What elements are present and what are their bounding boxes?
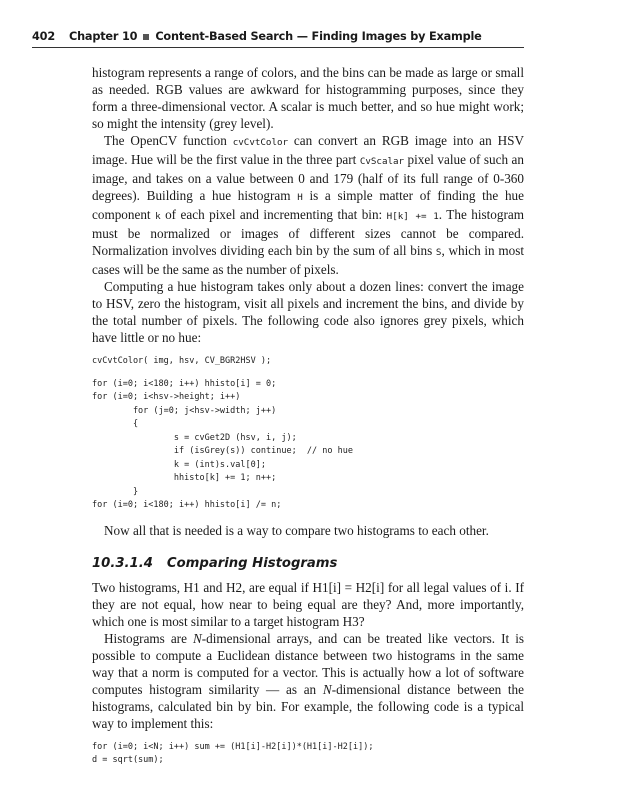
text: . The histogram must be normalized or images of different sizes cannot be compared. Normalization involves dividing each bin by the sum of all bins (92, 207, 524, 258)
italic-n: N (192, 630, 202, 646)
inline-code-increment: H[k] += 1 (386, 211, 439, 222)
paragraph-5: Two histograms, H1 and H2, are equal if H1[i] = H2[i] for all legal values of i. If they are not equal, how near to being equal are they? And, more importantly, which one is most similar to a target histogram H3? (92, 579, 524, 629)
inline-code-s: S (435, 247, 442, 258)
header-separator (143, 34, 149, 40)
paragraph-2 (92, 132, 524, 278)
text: Histograms are (104, 630, 193, 646)
text: , which in most cases will be the same as the number of pixels. (92, 243, 524, 277)
italic-n: N (322, 681, 332, 697)
paragraph-1: histogram represents a range of colors, and the bins can be made as large or small as needed. RGB values are awkward for histogramming purposes, since they form a three-dimensional vector. A scalar is much better, and so hue might work; so might the intensity (grey level). (92, 65, 524, 131)
inline-code-k: k (155, 211, 161, 222)
text: pixel value of such an image, and takes on a value between 0 and 179 (half of its full range of 0-360 degrees). Building a hue histogram (92, 152, 524, 203)
paragraph-4: Now all that is needed is a way to compare two histograms to each other. (104, 522, 489, 538)
chapter-title: Content-Based Search — Finding Images by Example (155, 30, 482, 43)
running-header (32, 30, 524, 48)
paragraph-3: Computing a hue histogram takes only about a dozen lines: convert the image to HSV, zero the histogram, visit all pixels and increment the bins, and divide by the total number of pixels. The following code also ignores grey pixels, which have little or no hue: (92, 279, 524, 345)
code-listing-3: for (i=0; i<N; i++) sum += (H1[i]-H2[i])*(H1[i]-H2[i]); d = sqrt(sum); (92, 741, 374, 765)
section-heading (92, 555, 524, 572)
page-number: 402 (32, 30, 55, 43)
header-rule (32, 47, 524, 48)
text: -dimensional arrays, and can be treated like vectors. It is possible to compute a Euclidean distance between two histograms in the same way that a norm is computed for a vector. This is actually how a lot of software computes histogram similarity — as an (92, 630, 524, 697)
text: is a simple matter of finding the hue component (92, 188, 524, 222)
paragraph-6 (92, 630, 524, 732)
section-number: 10.3.1.4 (92, 555, 153, 571)
inline-code-h: H (297, 192, 303, 203)
inline-code-cvscalar: CvScalar (359, 156, 405, 167)
inline-code-cvcvtcolor: cvCvtColor (232, 137, 289, 148)
section-title: Comparing Histograms (166, 555, 338, 571)
text: of each pixel and incrementing that bin: (160, 207, 387, 222)
code-listing-2: for (i=0; i<180; i++) hhisto[i] = 0; for (i=0; i<hsv->height; i++) for (j=0; j<hsv->width; j++) { s = cvGet2D (hsv, i, j); if (isGrey(s)) continue; // no hue k = (int)s.val[0]; hhisto[k] += 1; n++; } for (i=0; i<180; i++) hhisto[i] /= n; (92, 378, 353, 510)
text: can convert an RGB image into an HSV image. Hue will be the first value in the three part (92, 133, 524, 167)
chapter-label: Chapter 10 (68, 30, 138, 43)
page-body (92, 64, 524, 768)
code-listing-1: cvCvtColor( img, hsv, CV_BGR2HSV ); (92, 356, 272, 366)
text: -dimensional distance between the histograms, calculated bin by bin. For example, the following code is a typical way to implement this: (92, 681, 525, 731)
text: The OpenCV function (104, 133, 233, 148)
